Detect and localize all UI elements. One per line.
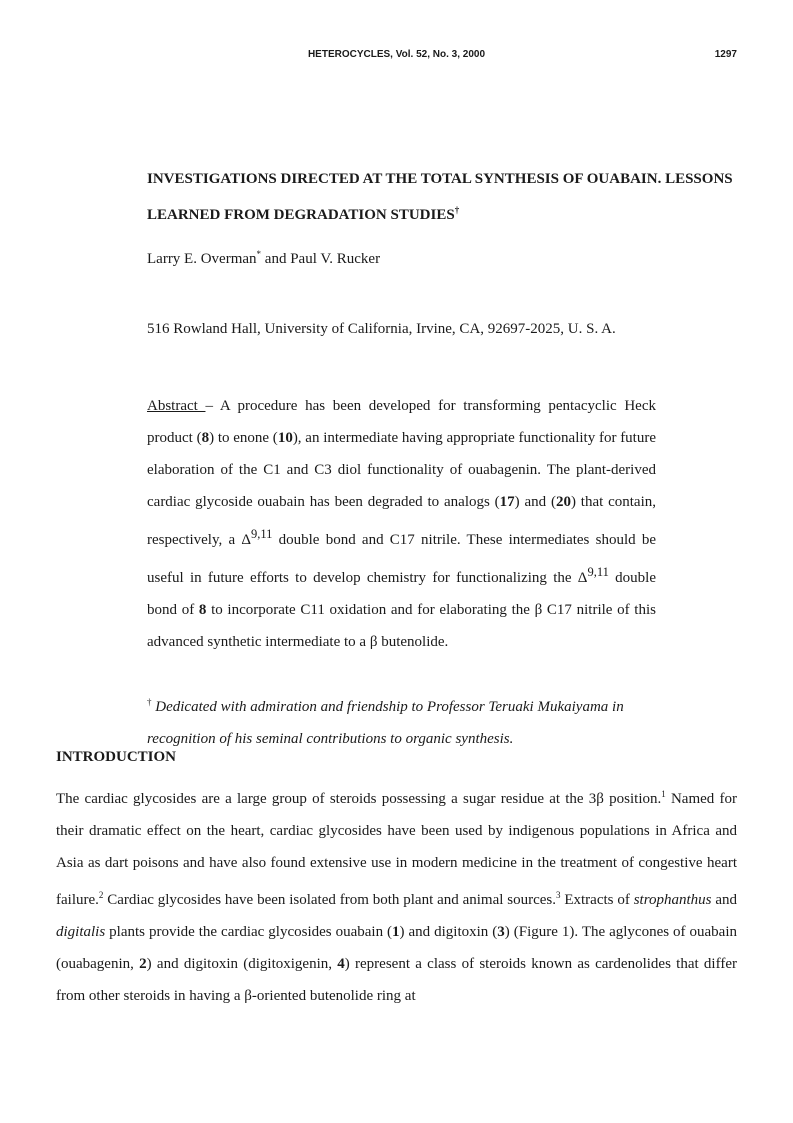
reference-mark: 1 (661, 789, 666, 799)
intro-text: The cardiac glycosides are a large group of steroids possessing a sugar residue at the 3β position. (56, 791, 662, 807)
compound-ref: 17 (499, 494, 515, 510)
abstract-text: double bond and C17 nitrile. These intermediates should be useful in future efforts to develop chemistry for functionalizing the Δ (147, 532, 656, 586)
journal-citation: HETEROCYCLES, Vol. 52, No. 3, 2000 (307, 49, 486, 60)
abstract-text: – A procedure has been developed for transforming pentacyclic Heck product ( (147, 398, 656, 446)
running-header (0, 49, 793, 65)
intro-text: ) represent a class of steroids known as cardenolides that differ from other steroids in having a β-oriented butenolide ring at (56, 956, 737, 1004)
intro-text: ) and digitoxin (digitoxigenin, (146, 956, 338, 972)
intro-text: Named for their dramatic effect on the heart, cardiac glycosides have been used by indigenous populations in Africa and Asia as dart poisons and have also found extensive use in modern medicine in the treatment of congestive heart failure. (56, 791, 737, 908)
intro-text: plants provide the cardiac glycosides ouabain ( (105, 924, 393, 940)
intro-text: and (711, 892, 737, 908)
author-rucker: and Paul V. Rucker (261, 251, 381, 267)
dedication-mark: † (147, 697, 152, 707)
compound-ref: 2 (139, 956, 147, 972)
compound-ref: 8 (201, 430, 210, 446)
reference-mark: 3 (556, 890, 561, 900)
introduction-paragraph (56, 778, 737, 1012)
author-line (147, 249, 380, 268)
compound-ref: 8 (198, 602, 207, 618)
author-overman: Larry E. Overman (147, 251, 257, 267)
abstract-text: double bond of (147, 570, 657, 618)
corresponding-author-mark: * (256, 249, 262, 259)
abstract-text: ), an intermediate having appropriate functionality for future elaboration of the C1 and C3 diol functionality of ouabagenin. The plant-derived cardiac glycoside ouabain has been degraded to analogs ( (147, 430, 657, 510)
intro-text: ) (Figure 1). The aglycones of ouabain (ouabagenin, (56, 924, 737, 972)
paper-title-text: INVESTIGATIONS DIRECTED AT THE TOTAL SYNTHESIS OF OUABAIN. LESSONS LEARNED FROM DEGRADATION STUDIES (147, 171, 733, 223)
dedication (147, 686, 656, 755)
affiliation: 516 Rowland Hall, University of California, Irvine, CA, 92697-2025, U. S. A. (147, 321, 616, 337)
compound-ref: 1 (392, 924, 400, 940)
introduction-heading: INTRODUCTION (56, 749, 177, 765)
intro-text: Extracts of (560, 892, 634, 908)
abstract-text: ) that contain, respectively, a Δ (147, 494, 656, 548)
compound-ref: 4 (337, 956, 345, 972)
abstract (147, 390, 656, 658)
species-name: strophanthus (633, 892, 712, 908)
paper-title (147, 164, 747, 231)
compound-ref: 20 (555, 494, 571, 510)
abstract-text: ) and ( (514, 494, 556, 510)
page-number: 1297 (714, 49, 737, 60)
abstract-label: Abstract (147, 398, 206, 414)
intro-text: Cardiac glycosides have been isolated from both plant and animal sources. (103, 892, 556, 908)
species-name: digitalis (56, 924, 106, 940)
compound-ref: 10 (277, 430, 293, 446)
superscript: 9,11 (587, 565, 609, 579)
superscript: 9,11 (251, 527, 273, 541)
dedication-text: Dedicated with admiration and friendship to Professor Teruaki Mukaiyama in recognition of his seminal contributions to organic synthesis. (147, 699, 624, 747)
abstract-text: to incorporate C11 oxidation and for elaborating the β C17 nitrile of this advanced synthetic intermediate to a β butenolide. (147, 602, 656, 650)
compound-ref: 3 (497, 924, 505, 940)
title-footnote-mark: † (454, 205, 460, 215)
abstract-text: ) to enone ( (209, 430, 278, 446)
intro-text: ) and digitoxin ( (399, 924, 498, 940)
reference-mark: 2 (98, 890, 104, 900)
